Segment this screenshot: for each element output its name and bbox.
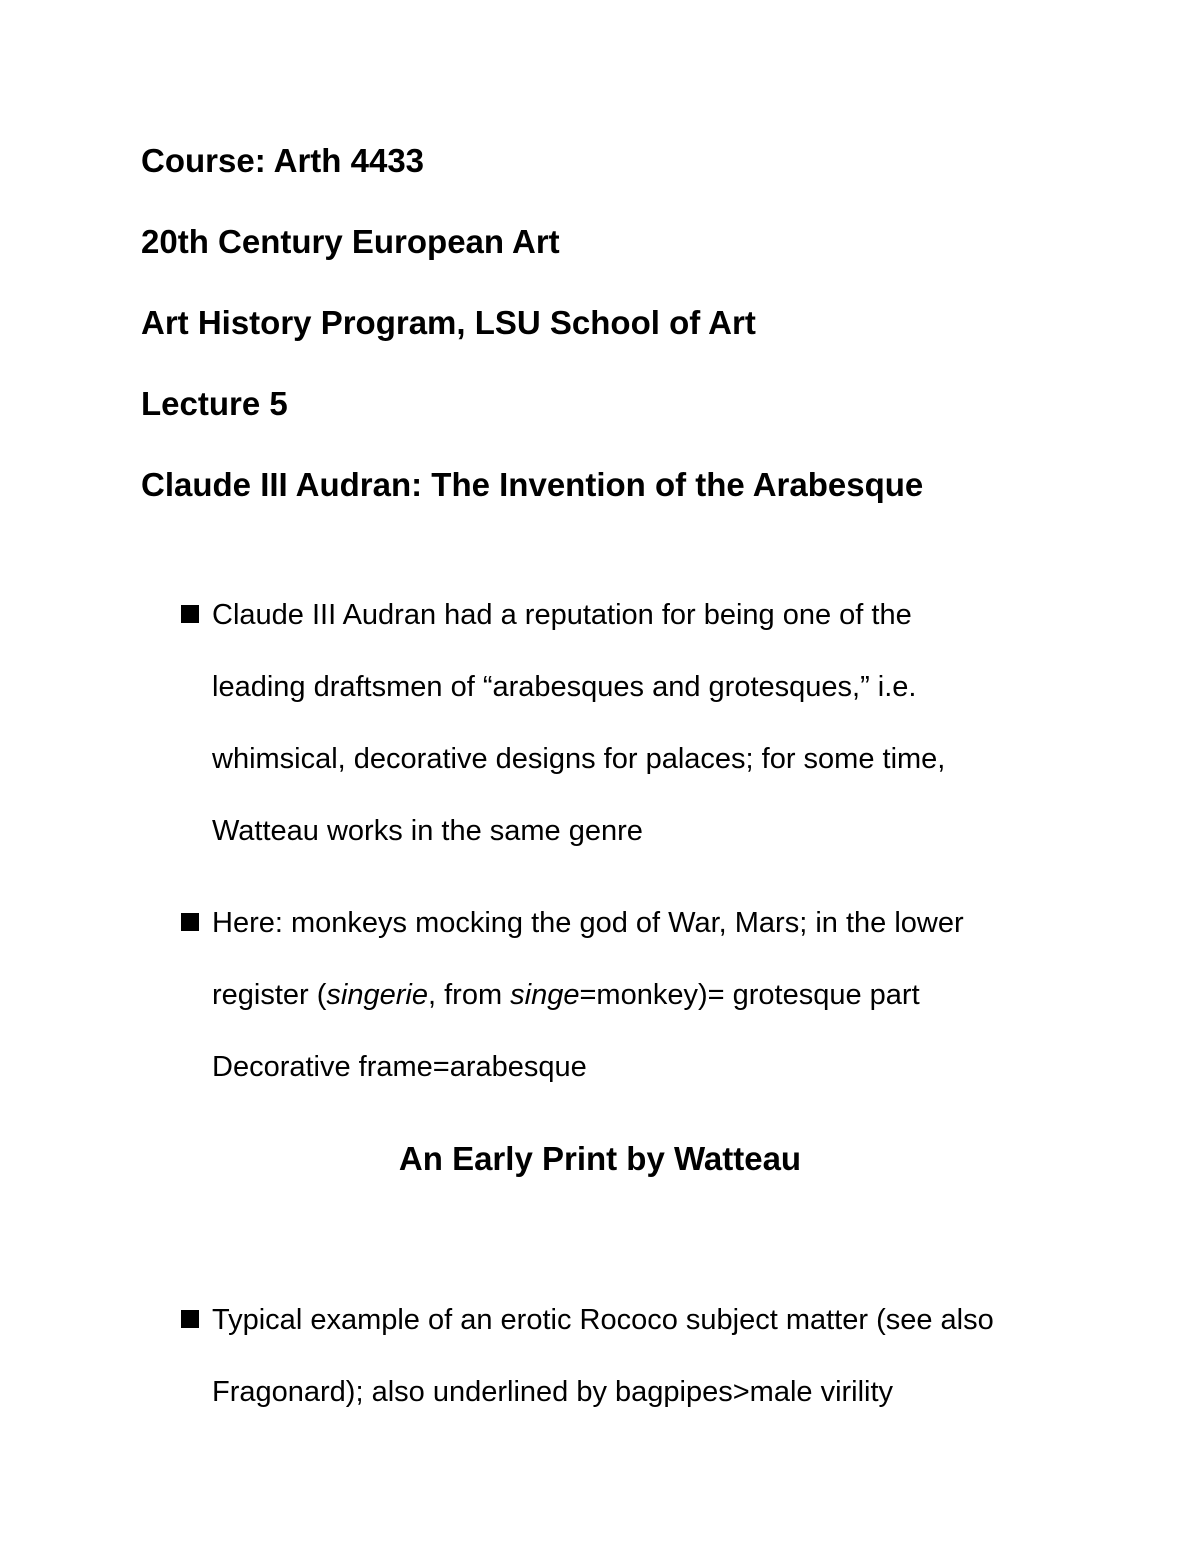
bullet-2-line-3: Decorative frame=arabesque (212, 1051, 587, 1083)
lecture-topic: Claude III Audran: The Invention of the Arabesque (141, 466, 924, 503)
text-run: =monkey)= grotesque part (579, 979, 920, 1011)
bullet-1-line-3: whimsical, decorative designs for palaces; for some time, (212, 743, 946, 775)
square-bullet-icon (181, 1310, 199, 1328)
lecture-number: Lecture 5 (141, 385, 288, 422)
program-name: Art History Program, LSU School of Art (141, 304, 756, 341)
bullet-3-line-2: Fragonard); also underlined by bagpipes>male virility (212, 1376, 894, 1408)
square-bullet-icon (181, 605, 199, 623)
bullet-2-line-1: Here: monkeys mocking the god of War, Mars; in the lower (212, 907, 964, 939)
square-bullet-icon (181, 913, 199, 931)
section-title: An Early Print by Watteau (398, 1140, 802, 1177)
course-code: Course: Arth 4433 (141, 142, 425, 179)
bullet-3-line-1: Typical example of an erotic Rococo subject matter (see also (212, 1304, 994, 1336)
bullet-1-line-1: Claude III Audran had a reputation for being one of the (212, 599, 912, 631)
italic-term-singerie: singerie (326, 979, 428, 1011)
italic-term-singe: singe (510, 979, 580, 1011)
bullet-1-line-4: Watteau works in the same genre (212, 815, 643, 847)
bullet-2-line-2 (212, 977, 920, 1013)
text-run: register ( (212, 979, 327, 1011)
text-run: , from (427, 979, 511, 1011)
bullet-1-line-2: leading draftsmen of “arabesques and grotesques,” i.e. (212, 671, 917, 703)
course-title: 20th Century European Art (141, 223, 560, 260)
